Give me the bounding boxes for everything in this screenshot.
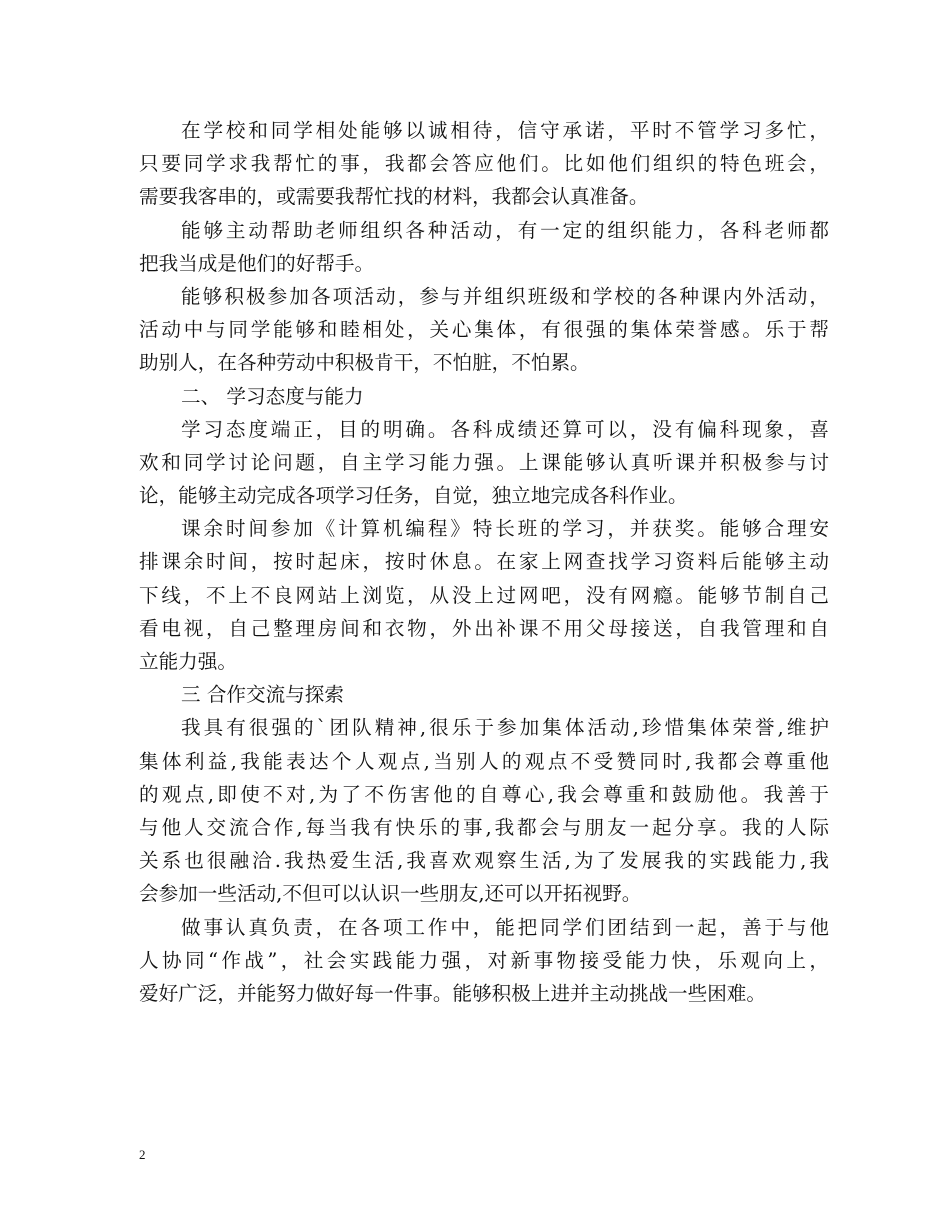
paragraph-line: 只要同学求我帮忙的事，我都会答应他们。比如他们组织的特色班会， <box>139 152 829 176</box>
paragraph-line: 立能力强。 <box>139 650 237 673</box>
paragraph-line: 的观点,即使不对,为了不伤害他的自尊心,我会尊重和鼓励他。我善于 <box>139 782 829 806</box>
paragraph-line: 爱好广泛，并能努力做好每一件事。能够积极上进并主动挑战一些困难。 <box>139 981 766 1005</box>
paragraph-line: 下线，不上不良网站上浏览，从没上过网吧，没有网瘾。能够节制自己 <box>139 583 829 607</box>
paragraph-line: 集体利益,我能表达个人观点,当别人的观点不受赞同时,我都会尊重他 <box>139 749 829 773</box>
heading-text: 三 合作交流与探索 <box>181 683 344 707</box>
paragraph-line: 助别人，在各种劳动中积极肯干，不怕脏，不怕累。 <box>139 351 590 375</box>
paragraph-line: 能够主动帮助老师组织各种活动，有一定的组织能力，各科老师都 <box>181 218 829 242</box>
paragraph-line: 学习态度端正，目的明确。各科成绩还算可以，没有偏科现象，喜 <box>181 417 829 441</box>
paragraph-line: 做事认真负责，在各项工作中，能把同学们团结到一起，善于与他 <box>181 915 829 939</box>
paragraph-line: 需要我客串的，或需要我帮忙找的材料，我都会认真准备。 <box>139 185 649 209</box>
paragraph-line: 看电视，自己整理房间和衣物，外出补课不用父母接送，自我管理和自 <box>139 616 829 640</box>
paragraph <box>139 214 829 280</box>
paragraph-line: 我具有很强的`团队精神,很乐于参加集体活动,珍惜集体荣誉,维护 <box>181 716 829 740</box>
page-number: 2 <box>139 1147 146 1162</box>
paragraph <box>139 911 829 1011</box>
paragraph <box>139 711 829 910</box>
paragraph <box>139 280 829 380</box>
paragraph-line: 课余时间参加《计算机编程》特长班的学习，并获奖。能够合理安 <box>181 517 829 541</box>
heading-text: 二、 学习态度与能力 <box>181 384 364 408</box>
section-heading <box>139 380 829 413</box>
paragraph-line: 与他人交流合作,每当我有快乐的事,我都会与朋友一起分享。我的人际 <box>139 815 829 839</box>
paragraph-line: 论，能够主动完成各项学习任务，自觉，独立地完成各科作业。 <box>139 484 688 508</box>
paragraph <box>139 114 829 214</box>
document-body <box>139 114 829 1010</box>
paragraph <box>139 413 829 513</box>
paragraph-line: 欢和同学讨论问题，自主学习能力强。上课能够认真听课并积极参与讨 <box>139 450 829 474</box>
paragraph-line: 人协同“作战”，社会实践能力强，对新事物接受能力快，乐观向上， <box>139 948 829 972</box>
paragraph-line: 关系也很融洽.我热爱生活,我喜欢观察生活,为了发展我的实践能力,我 <box>139 849 829 873</box>
paragraph-line: 会参加一些活动,不但可以认识一些朋友,还可以开拓视野。 <box>139 882 642 906</box>
section-heading <box>139 678 829 711</box>
paragraph-line: 活动中与同学能够和睦相处，关心集体，有很强的集体荣誉感。乐于帮 <box>139 318 829 342</box>
paragraph <box>139 512 829 678</box>
paragraph-line: 排课余时间，按时起床，按时休息。在家上网查找学习资料后能够主动 <box>139 550 829 574</box>
paragraph-line: 把我当成是他们的好帮手。 <box>139 251 375 275</box>
paragraph-line: 能够积极参加各项活动，参与并组织班级和学校的各种课内外活动， <box>181 284 829 308</box>
paragraph-line: 在学校和同学相处能够以诚相待，信守承诺，平时不管学习多忙， <box>181 119 829 142</box>
